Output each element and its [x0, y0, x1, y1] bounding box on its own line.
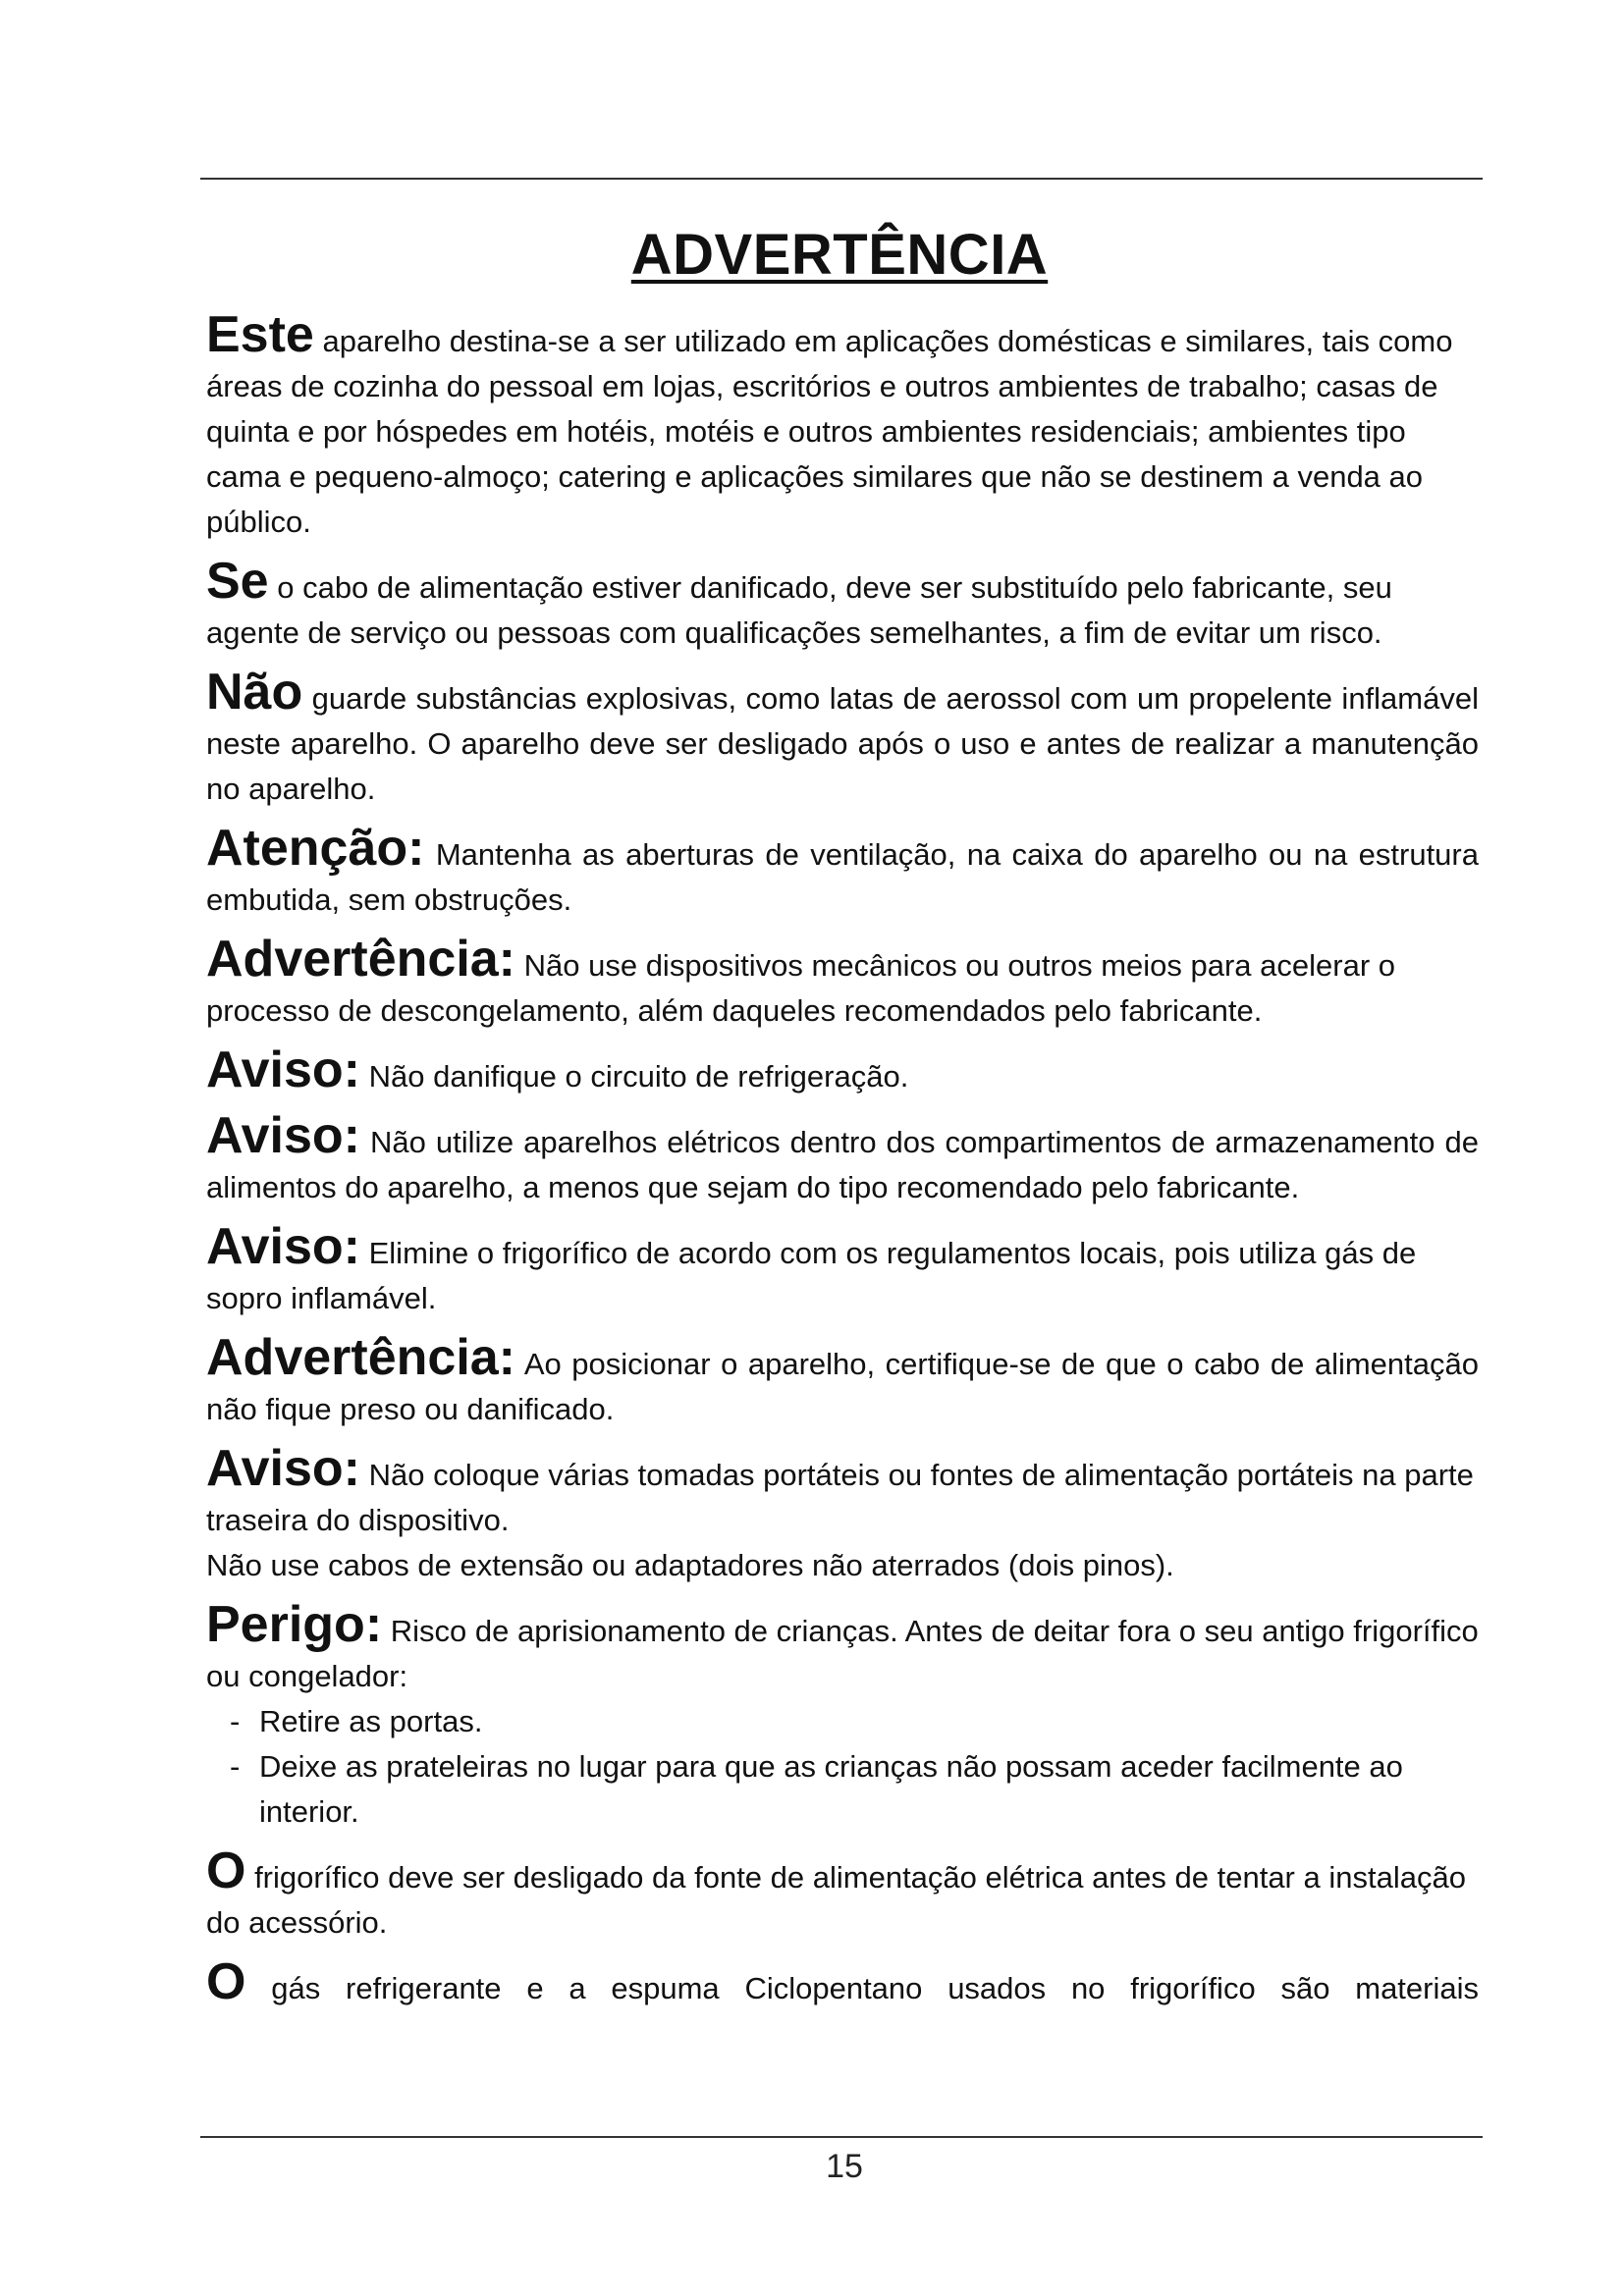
paragraph-lead: Aviso:	[206, 1107, 360, 1164]
warning-paragraph-disposal	[206, 1218, 1479, 1321]
list-item	[206, 1744, 1479, 1835]
warning-paragraph-positioning	[206, 1329, 1479, 1432]
paragraph-lead: Atenção:	[206, 820, 425, 877]
paragraph-lead: Aviso:	[206, 1218, 360, 1275]
warning-paragraph-explosives	[206, 664, 1479, 812]
paragraph-lead: O	[206, 1842, 246, 1899]
warning-paragraph-disconnect	[206, 1842, 1479, 1946]
paragraph-text: aparelho destina-se a ser utilizado em aplicações domésticas e similares, tais como áreas de cozinha do pessoal em lojas, escritórios e outros ambientes de trabalho; casas de quinta e por hóspedes em hotéis, motéis e outros ambientes residenciais; ambientes tipo cama e pequeno-almoço; catering e aplicações similares que não se destinem a venda ao público.	[206, 324, 1453, 539]
warning-paragraph-defrost	[206, 931, 1479, 1034]
paragraph-lead: Não	[206, 664, 303, 721]
warning-paragraph-refrigerant	[206, 1953, 1479, 2011]
list-item-text: Deixe as prateleiras no lugar para que as crianças não possam aceder facilmente ao interior.	[259, 1749, 1403, 1829]
warning-paragraph-ventilation	[206, 820, 1479, 923]
paragraph-text: Mantenha as aberturas de ventilação, na caixa do aparelho ou na estrutura embutida, sem obstruções.	[206, 837, 1479, 917]
paragraph-lead: Se	[206, 553, 269, 610]
paragraph-text: guarde substâncias explosivas, como latas de aerossol com um propelente inflamável neste aparelho. O aparelho deve ser desligado após o uso e antes de realizar a manutenção no aparelho.	[206, 681, 1479, 806]
page-title: ADVERTÊNCIA	[630, 223, 1049, 287]
paragraph-text: Não coloque várias tomadas portáteis ou fontes de alimentação portáteis na parte traseira do dispositivo.	[206, 1458, 1474, 1537]
disposal-steps-list	[206, 1699, 1479, 1835]
warning-paragraph-refrigeration-circuit	[206, 1041, 1479, 1099]
dash-marker: -	[230, 1704, 241, 1738]
paragraph-lead: Este	[206, 306, 314, 363]
warning-paragraph-power-cable	[206, 553, 1479, 656]
page-number: 15	[826, 2148, 863, 2185]
paragraph-extra-text: Não use cabos de extensão ou adaptadores não aterrados (dois pinos).	[206, 1548, 1174, 1582]
footer-rule	[200, 2136, 1483, 2138]
list-item-text: Retire as portas.	[259, 1704, 483, 1738]
paragraph-text: gás refrigerante e a espuma Ciclopentano usados no frigorífico são materiais	[245, 1971, 1479, 2005]
dash-marker: -	[230, 1749, 241, 1784]
warning-content	[206, 306, 1479, 2025]
paragraph-lead: Aviso:	[206, 1041, 360, 1098]
paragraph-lead: Perigo:	[206, 1596, 383, 1653]
paragraph-text: Elimine o frigorífico de acordo com os regulamentos locais, pois utiliza gás de sopro inflamável.	[206, 1236, 1417, 1315]
paragraph-text: o cabo de alimentação estiver danificado, deve ser substituído pelo fabricante, seu agente de serviço ou pessoas com qualificações semelhantes, a fim de evitar um risco.	[206, 570, 1392, 650]
warning-paragraph-electrical-appliances	[206, 1107, 1479, 1210]
paragraph-lead: O	[206, 1953, 246, 2010]
list-item	[206, 1699, 1479, 1744]
paragraph-text: frigorífico deve ser desligado da fonte de alimentação elétrica antes de tentar a instalação do acessório.	[206, 1860, 1466, 1940]
paragraph-lead: Advertência:	[206, 1329, 515, 1386]
paragraph-text: Risco de aprisionamento de crianças. Antes de deitar fora o seu antigo frigorífico ou congelador:	[206, 1614, 1479, 1693]
header-rule	[200, 178, 1483, 180]
paragraph-text: Não utilize aparelhos elétricos dentro dos compartimentos de armazenamento de alimentos do aparelho, a menos que sejam do tipo recomendado pelo fabricante.	[206, 1125, 1479, 1204]
paragraph-text: Ao posicionar o aparelho, certifique-se de que o cabo de alimentação não fique preso ou danificado.	[206, 1347, 1479, 1426]
warning-paragraph-power-strips	[206, 1440, 1479, 1588]
paragraph-lead: Aviso:	[206, 1440, 360, 1497]
warning-paragraph-child-entrapment	[206, 1596, 1479, 1699]
paragraph-text: Não use dispositivos mecânicos ou outros meios para acelerar o processo de descongelamento, além daqueles recomendados pelo fabricante.	[206, 948, 1396, 1028]
paragraph-text: Não danifique o circuito de refrigeração.	[360, 1059, 909, 1094]
paragraph-lead: Advertência:	[206, 931, 515, 988]
warning-paragraph-este	[206, 306, 1479, 545]
